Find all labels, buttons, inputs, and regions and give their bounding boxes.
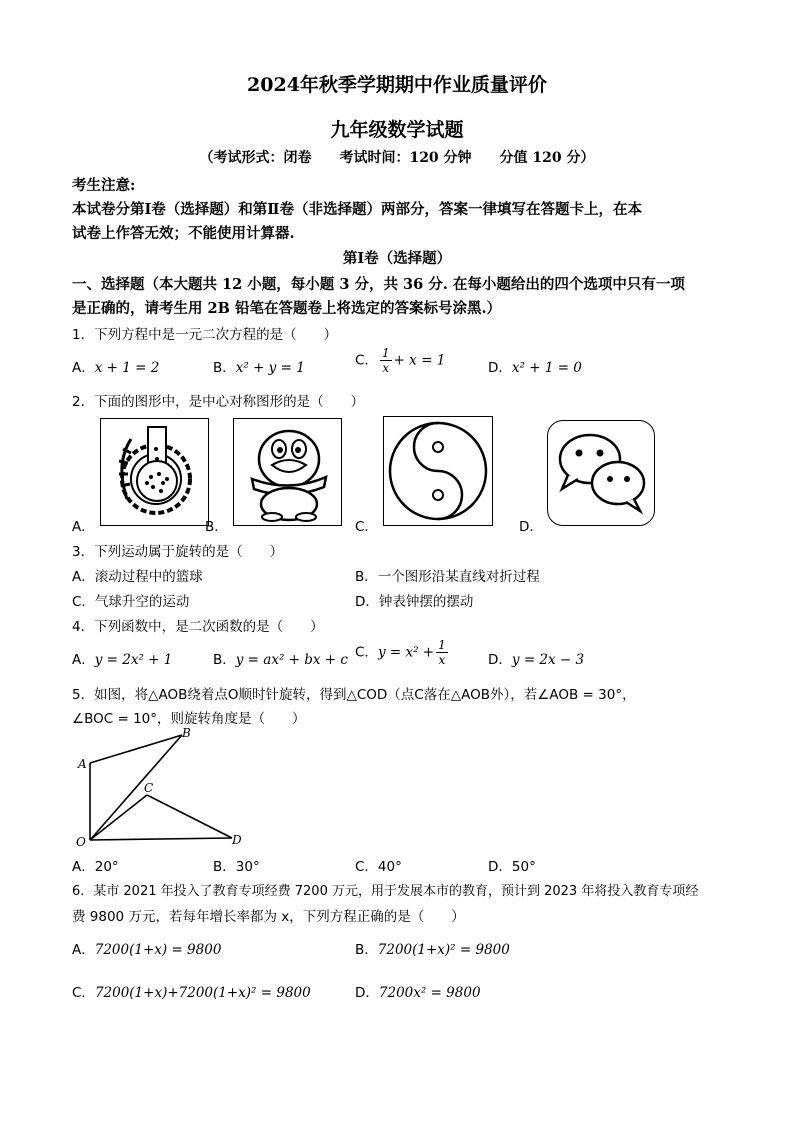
q5-option-c: C．40°	[355, 859, 402, 875]
point-o-label: O	[76, 835, 86, 849]
q6-stem-1: 6．某市 2021 年投入了教育专项经费 7200 万元，用于发展本市的教育，预计到 2023 年将投入教育专项经	[72, 884, 699, 899]
q2-option-d: D．	[519, 519, 543, 535]
q5-stem-2: ∠BOC = 10°，则旋转角度是（ ）	[72, 711, 306, 727]
point-b-label: B	[182, 726, 191, 740]
q2-option-a: A．	[72, 519, 95, 535]
wechat-figure	[547, 420, 655, 526]
q2-stem: 2．下面的图形中，是中心对称图形的是（ ）	[72, 394, 365, 410]
q4-option-b: B．y = ax² + bx + c	[213, 652, 348, 668]
q6-option-d: D．7200x² = 9800	[355, 985, 481, 1001]
exam-title: 2024年秋季学期期中作业质量评价	[247, 74, 547, 96]
q5-option-d: D．50°	[488, 859, 536, 875]
q4-option-c: C．y = x² + $\frac{1}{x}$	[355, 638, 446, 667]
q6-option-c: C．7200(1+x)+7200(1+x)² = 9800	[72, 985, 311, 1001]
q4-stem: 4．下列函数中，是二次函数的是（ ）	[72, 619, 324, 635]
notice-line1: 本试卷分第Ⅰ卷（选择题）和第Ⅱ卷（非选择题）两部分，答案一律填写在答题卡上，在本	[72, 201, 642, 218]
exam-info: （考试形式：闭卷 考试时间：120 分钟 分值 120 分）	[199, 150, 595, 166]
q5-option-a: A．20°	[72, 859, 119, 875]
section-intro-2: 是正确的，请考生用 2B 铅笔在答题卷上将选定的答案标号涂黑.）	[72, 300, 501, 317]
q1-option-b: B．x² + y = 1	[213, 360, 305, 376]
penguin-figure	[233, 418, 342, 526]
q3-stem: 3．下列运动属于旋转的是（ ）	[72, 544, 284, 560]
q6-option-b: B．7200(1+x)² = 9800	[355, 942, 510, 958]
point-d-label: D	[232, 833, 242, 847]
q3-option-c: C．气球升空的运动	[72, 594, 190, 610]
q2-option-c: C．	[355, 519, 378, 535]
rotation-figure	[72, 725, 252, 850]
q1-option-d: D．x² + 1 = 0	[488, 360, 582, 376]
yinyang-figure	[383, 416, 493, 526]
q3-option-a: A．滚动过程中的篮球	[72, 569, 203, 585]
q3-option-b: B．一个图形沿某直线对折过程	[355, 569, 540, 585]
notice-heading: 考生注意:	[72, 177, 136, 194]
q1-stem: 1．下列方程中是一元二次方程的是（ ）	[72, 327, 338, 343]
q4-option-d: D．y = 2x − 3	[488, 652, 585, 668]
q3-option-d: D．钟表钟摆的摆动	[355, 594, 474, 610]
section-intro-1: 一、选择题（本大题共 12 小题，每小题 3 分，共 36 分. 在每小题给出的四个选项中只有一项	[72, 276, 685, 293]
badge-figure	[100, 418, 209, 526]
notice-line2: 试卷上作答无效；不能使用计算器.	[72, 225, 295, 242]
q5-stem-1: 5．如图，将△AOB绕着点O顺时针旋转，得到△COD（点C落在△AOB外），若∠AOB = 30°，	[72, 687, 636, 703]
q4-option-a: A．y = 2x² + 1	[72, 652, 173, 668]
q5-option-b: B．30°	[213, 859, 260, 875]
q6-option-a: A．7200(1+x) = 9800	[72, 942, 222, 958]
point-a-label: A	[78, 757, 87, 771]
q1-option-c: C． $\frac{1}{x}$ + x = 1	[355, 346, 446, 375]
q1-option-a: A．x + 1 = 2	[72, 360, 160, 376]
section-title: 第Ⅰ卷（选择题）	[342, 250, 452, 267]
q2-option-b: B．	[205, 519, 228, 535]
q6-stem-2: 费 9800 万元，若每年增长率都为 x，下列方程正确的是（ ）	[72, 909, 465, 925]
exam-subtitle: 九年级数学试题	[330, 119, 464, 141]
point-c-label: C	[144, 781, 154, 795]
